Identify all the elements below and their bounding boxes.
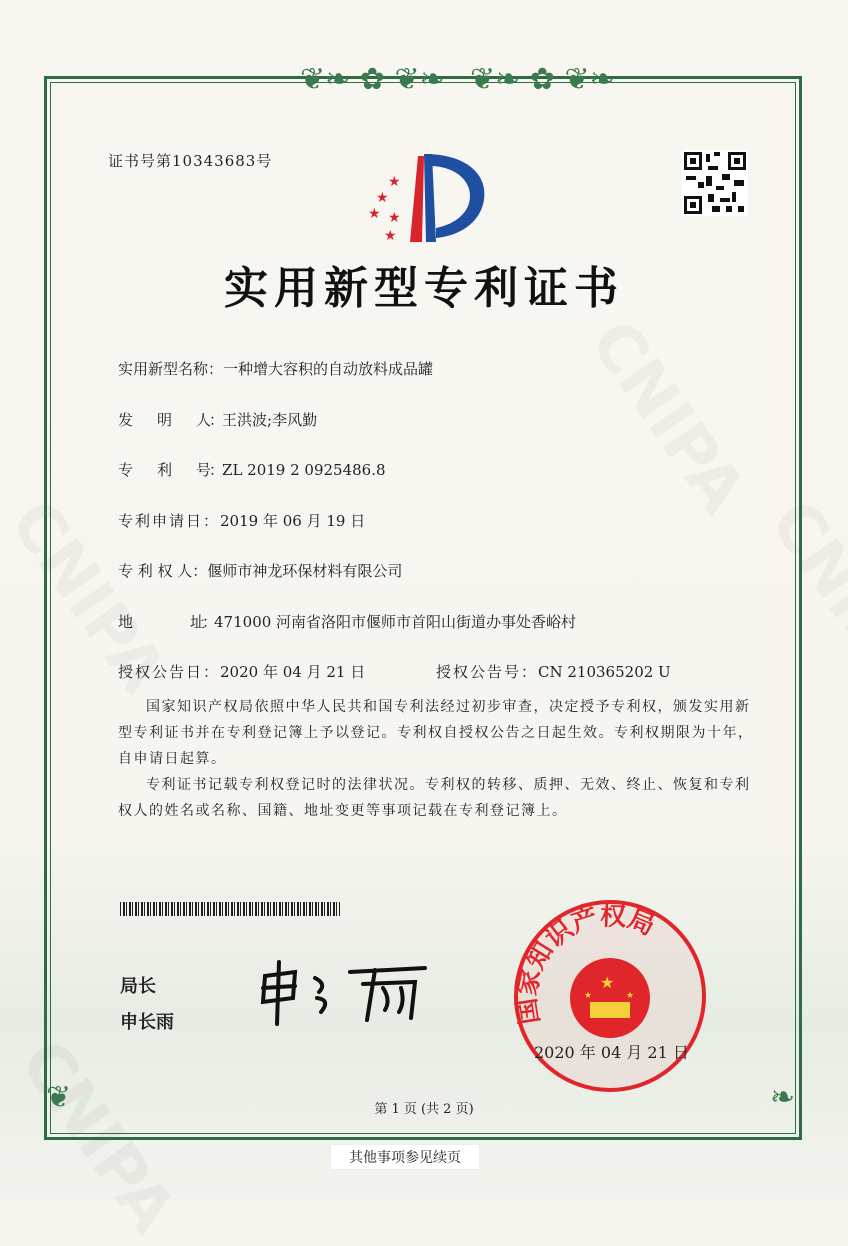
svg-text:★: ★ [626, 991, 635, 1001]
svg-text:★: ★ [376, 190, 389, 206]
signature [255, 958, 435, 1028]
continuation-note: 其他事项参见续页 [330, 1144, 480, 1170]
svg-text:★: ★ [388, 174, 401, 190]
field-label: 授权公告号： [436, 663, 539, 681]
page-info: 第 1 页 (共 2 页) [374, 1102, 474, 1117]
barcode [120, 902, 340, 916]
field-inventor [118, 409, 317, 430]
field-value: 2020 年 04 月 21 日 [220, 663, 366, 681]
field-patentee [118, 560, 402, 581]
field-value: ZL 2019 2 0925486.8 [222, 461, 386, 479]
field-name [118, 358, 433, 379]
ornament-top: ❦❧ ✿ ❦❧ [470, 62, 615, 97]
field-value: 偃师市神龙环保材料有限公司 [207, 562, 403, 580]
seal-date: 2020 年 04 月 21 日 [534, 1043, 689, 1062]
statement-paragraph: 专利证书记载专利权登记时的法律状况。专利权的转移、质押、无效、终止、恢复和专利权人的姓名或名称、国籍、地址变更等事项记载在专利登记簿上。 [118, 777, 751, 819]
svg-text:★: ★ [388, 210, 401, 226]
field-application-date [118, 510, 365, 531]
svg-text:★: ★ [384, 228, 397, 244]
statement-paragraph: 国家知识产权局依照中华人民共和国专利法经过初步审查，决定授予专利权，颁发实用新型专利证书并在专利登记簿上予以登记。专利权自授权公告之日起生效。专利权期限为十年，自申请日起算。 [118, 699, 754, 767]
field-label: 专利申请日： [118, 512, 221, 530]
svg-text:★: ★ [584, 991, 593, 1001]
field-patent-number [118, 459, 386, 480]
field-value: 一种增大容积的自动放料成品罐 [223, 360, 434, 378]
signatory-name: 申长雨 [120, 1012, 174, 1033]
field-label: 专 利 权 人： [118, 562, 208, 580]
field-value: 471000 河南省洛阳市偃师市首阳山街道办事处香峪村 [214, 613, 577, 631]
field-value: 2019 年 06 月 19 日 [220, 512, 366, 530]
field-value: 王洪波;李风勤 [222, 411, 318, 429]
signatory-title: 局长 [120, 976, 156, 997]
field-label: 授权公告日： [118, 663, 221, 681]
ornament-top: ❦❧ ✿ ❦❧ [300, 62, 445, 97]
svg-text:★: ★ [368, 206, 381, 222]
ornament-corner: ❦ [46, 1080, 72, 1115]
field-address [118, 611, 576, 632]
field-grant-date [118, 661, 365, 682]
field-label: 地 址： [118, 613, 215, 631]
svg-text:★: ★ [600, 973, 615, 992]
field-label: 发 明 人： [118, 411, 223, 429]
field-label: 实用新型名称： [118, 360, 224, 378]
qr-code [682, 150, 748, 216]
official-seal [512, 898, 708, 1094]
certificate-number: 证书号第10343683号 [108, 152, 273, 170]
seal-text: 国家知识产权局 [512, 901, 659, 1027]
field-value: CN 210365202 U [538, 663, 671, 681]
field-announcement-number [436, 661, 671, 682]
field-label: 专 利 号： [118, 461, 223, 479]
cnipa-logo [366, 150, 490, 246]
certificate-title: 实用新型专利证书 [224, 263, 624, 314]
ornament-corner: ❧ [770, 1080, 796, 1115]
